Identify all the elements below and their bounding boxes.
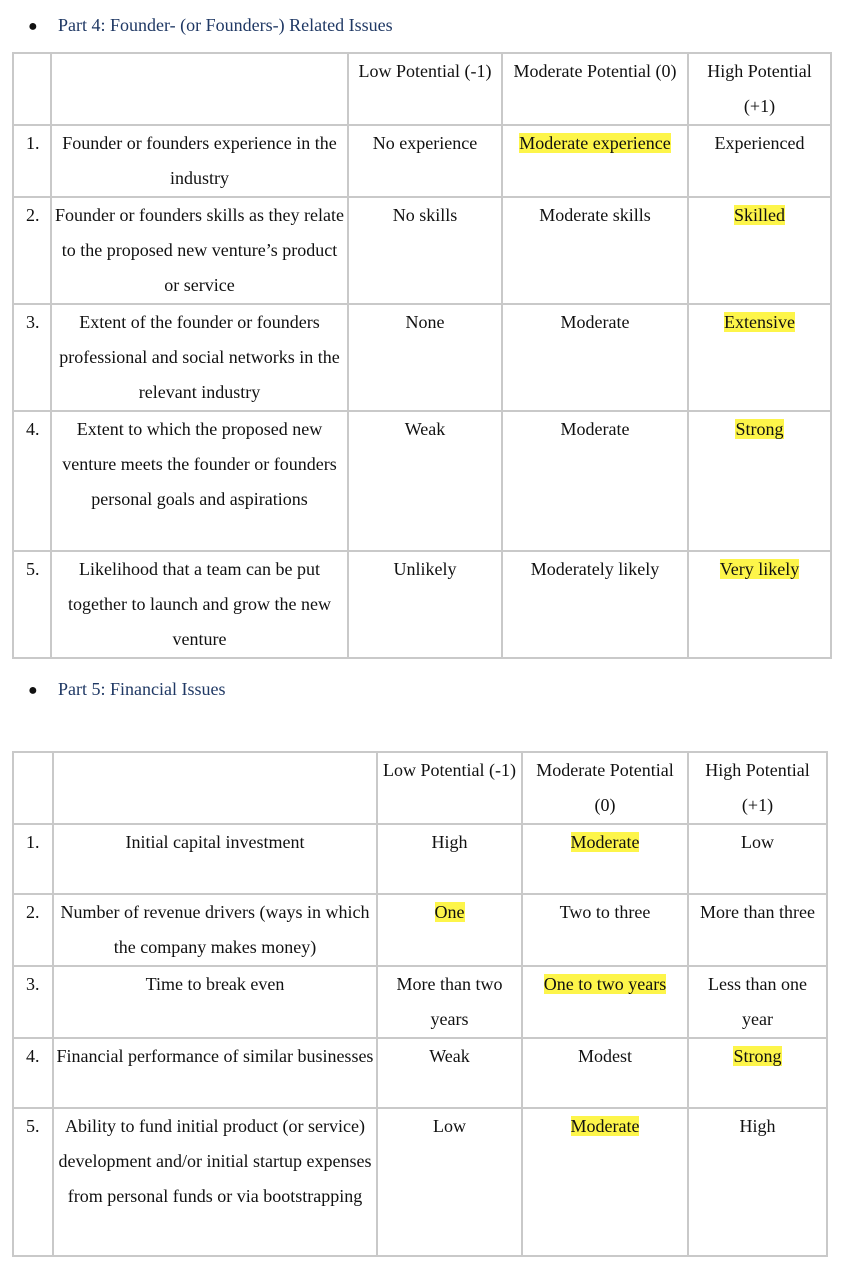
part4-table: [12, 52, 832, 659]
moderate-cell: [522, 824, 688, 894]
part5-heading-text: Part 5: Financial Issues: [58, 679, 226, 699]
issue-cell: Number of revenue drivers (ways in which the company makes money): [53, 894, 377, 966]
moderate-cell: Moderate: [502, 411, 688, 551]
table-row: [13, 824, 827, 894]
row-number: 4.: [13, 411, 51, 551]
table-row: [13, 1038, 827, 1108]
table-row: [13, 551, 831, 658]
high-cell: [688, 197, 831, 304]
moderate-cell: [502, 125, 688, 197]
low-cell: Weak: [377, 1038, 522, 1108]
column-header-low: Low Potential (-1): [377, 752, 522, 824]
highlighted-answer: Strong: [735, 419, 784, 439]
column-header-moderate: Moderate Potential (0): [502, 53, 688, 125]
low-cell: Weak: [348, 411, 502, 551]
high-cell: More than three: [688, 894, 827, 966]
row-number: 5.: [13, 551, 51, 658]
part5-heading: [28, 679, 225, 700]
part5-table: [12, 751, 828, 1257]
table-header-row: [13, 53, 831, 125]
low-cell: None: [348, 304, 502, 411]
highlighted-answer: One to two years: [543, 974, 667, 994]
high-cell: Less than one year: [688, 966, 827, 1038]
issue-cell: Founder or founders experience in the industry: [51, 125, 348, 197]
table-row: [13, 411, 831, 551]
row-number: 4.: [13, 1038, 53, 1108]
highlighted-answer: Moderate experience: [519, 133, 671, 153]
issue-cell: Extent of the founder or founders professional and social networks in the relevant industry: [51, 304, 348, 411]
moderate-cell: Moderate: [502, 304, 688, 411]
row-number: 2.: [13, 197, 51, 304]
low-cell: No skills: [348, 197, 502, 304]
row-number: 1.: [13, 824, 53, 894]
row-number: 3.: [13, 966, 53, 1038]
row-number: 1.: [13, 125, 51, 197]
high-cell: [688, 411, 831, 551]
issue-cell: Extent to which the proposed new venture meets the founder or founders personal goals and aspirations: [51, 411, 348, 551]
row-number: 2.: [13, 894, 53, 966]
high-cell: Experienced: [688, 125, 831, 197]
table-row: [13, 125, 831, 197]
column-header-low: Low Potential (-1): [348, 53, 502, 125]
part4-heading-text: Part 4: Founder- (or Founders-) Related Issues: [58, 15, 393, 35]
issue-cell: Time to break even: [53, 966, 377, 1038]
low-cell: Low: [377, 1108, 522, 1256]
high-cell: [688, 304, 831, 411]
column-header-high: High Potential (+1): [688, 752, 827, 824]
low-cell: No experience: [348, 125, 502, 197]
moderate-cell: [522, 966, 688, 1038]
table-row: [13, 304, 831, 411]
moderate-cell: Modest: [522, 1038, 688, 1108]
issue-cell: Ability to fund initial product (or service) development and/or initial startup expenses from personal funds or via bootstrapping: [53, 1108, 377, 1256]
column-header-high: High Potential (+1): [688, 53, 831, 125]
highlighted-answer: Skilled: [733, 205, 785, 225]
high-cell: [688, 551, 831, 658]
high-cell: [688, 1038, 827, 1108]
part4-heading: [28, 15, 393, 36]
highlighted-answer: Very likely: [719, 559, 800, 579]
row-number: 3.: [13, 304, 51, 411]
low-cell: More than two years: [377, 966, 522, 1038]
highlighted-answer: One: [434, 902, 465, 922]
table-row: [13, 1108, 827, 1256]
highlighted-answer: Moderate: [570, 832, 640, 852]
moderate-cell: Moderately likely: [502, 551, 688, 658]
row-number: 5.: [13, 1108, 53, 1256]
high-cell: High: [688, 1108, 827, 1256]
low-cell: [377, 894, 522, 966]
issue-cell: Initial capital investment: [53, 824, 377, 894]
moderate-cell: Two to three: [522, 894, 688, 966]
highlighted-answer: Moderate: [570, 1116, 640, 1136]
issue-cell: Financial performance of similar businesses: [53, 1038, 377, 1108]
highlighted-answer: Extensive: [724, 312, 795, 332]
moderate-cell: Moderate skills: [502, 197, 688, 304]
table-row: [13, 966, 827, 1038]
low-cell: High: [377, 824, 522, 894]
low-cell: Unlikely: [348, 551, 502, 658]
highlighted-answer: Strong: [733, 1046, 782, 1066]
bullet-icon: ●: [28, 18, 38, 35]
high-cell: Low: [688, 824, 827, 894]
column-header-moderate: Moderate Potential (0): [522, 752, 688, 824]
bullet-icon: ●: [28, 682, 38, 699]
issue-cell: Founder or founders skills as they relate to the proposed new venture’s product or service: [51, 197, 348, 304]
table-header-row: [13, 752, 827, 824]
table-row: [13, 197, 831, 304]
issue-cell: Likelihood that a team can be put together to launch and grow the new venture: [51, 551, 348, 658]
moderate-cell: [522, 1108, 688, 1256]
table-row: [13, 894, 827, 966]
